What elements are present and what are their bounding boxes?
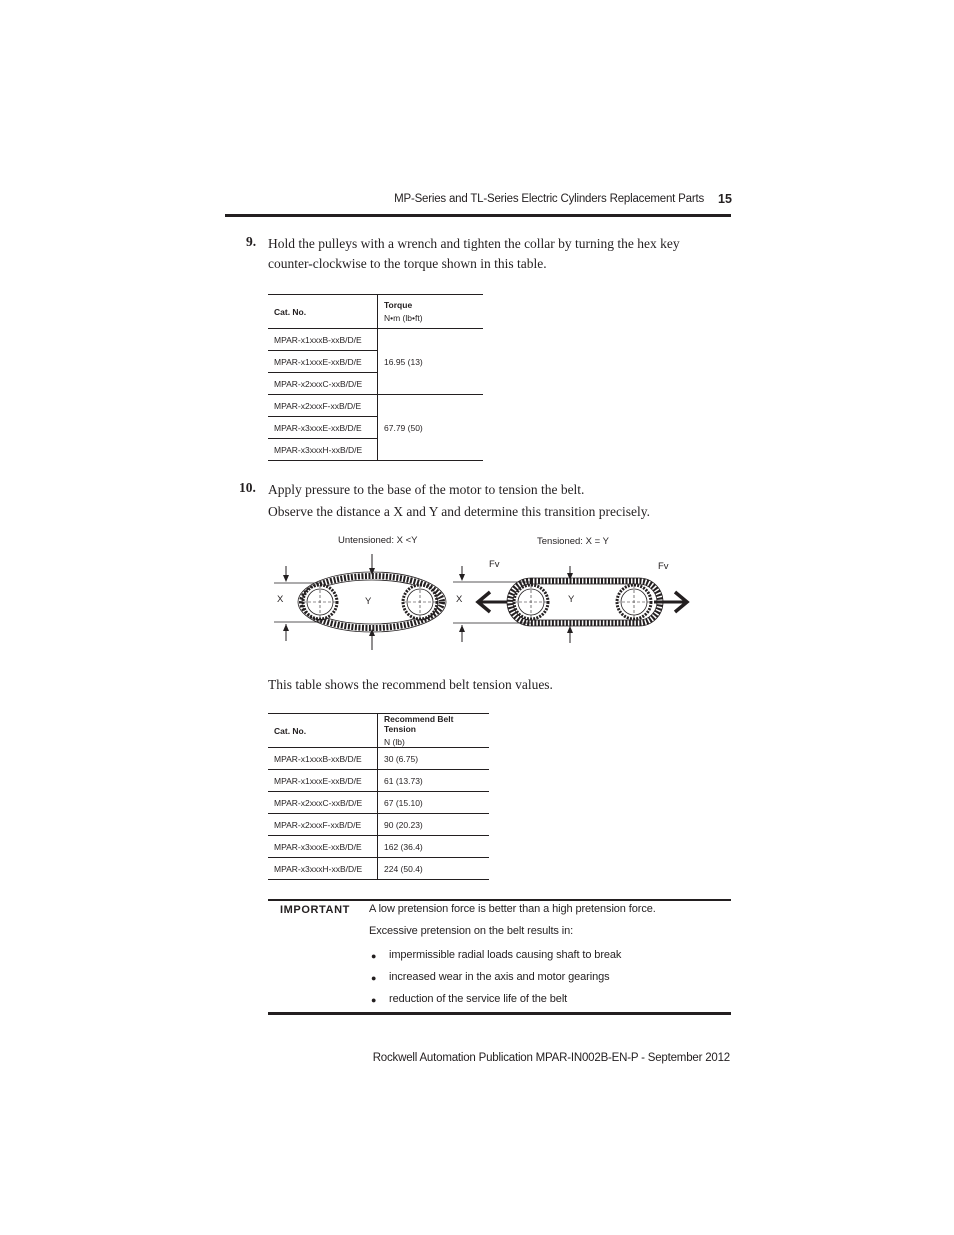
step-9-text — [268, 234, 680, 274]
tension-row-cat: MPAR-x3xxxH-xxB/D/E — [268, 858, 378, 880]
important-line-2: Excessive pretension on the belt results in: — [369, 925, 574, 937]
torque-table-header-cat: Cat. No. — [268, 295, 378, 329]
step-10-line-2: Observe the distance a X and Y and determine this transition precisely. — [268, 504, 651, 519]
untensioned-y-label: Y — [365, 596, 372, 607]
torque-row-cat: MPAR-x3xxxE-xxB/D/E — [268, 417, 378, 439]
tension-row-value: 90 (20.23) — [378, 814, 490, 836]
page-number: 15 — [718, 192, 732, 206]
tension-header-unit: N (lb) — [384, 737, 405, 747]
torque-row-cat: MPAR-x2xxxF-xxB/D/E — [268, 395, 378, 417]
table-row — [268, 858, 489, 880]
tension-row-value: 162 (36.4) — [378, 836, 490, 858]
important-bullet-3: reduction of the service life of the belt — [389, 993, 568, 1005]
tensioned-y-label: Y — [568, 594, 575, 605]
torque-header-label: Torque — [384, 300, 413, 310]
torque-header-unit: N•m (lb•ft) — [384, 313, 423, 323]
bullet-icon: ● — [371, 973, 377, 983]
step-10-line-1: Apply pressure to the base of the motor to tension the belt. — [268, 482, 585, 497]
table-row — [268, 814, 489, 836]
table-row — [268, 792, 489, 814]
fv-left-label: Fv — [489, 559, 500, 570]
important-bullet-1: impermissible radial loads causing shaft to break — [389, 949, 622, 961]
step-9-line-2: counter-clockwise to the torque shown in this table. — [268, 256, 547, 271]
tensioned-x-label: X — [456, 594, 463, 605]
table-row — [268, 770, 489, 792]
untensioned-x-label: X — [277, 594, 284, 605]
tensioned-right-pulley — [617, 585, 651, 619]
step-9-number: 9. — [246, 234, 257, 249]
fv-right-label: Fv — [658, 561, 669, 572]
tension-row-value: 30 (6.75) — [378, 748, 490, 770]
important-label: IMPORTANT — [280, 904, 350, 916]
fv-left-arrow — [478, 592, 507, 612]
torque-table-header-torque — [378, 295, 484, 329]
tension-row-cat: MPAR-x2xxxF-xxB/D/E — [268, 814, 378, 836]
torque-row-cat: MPAR-x2xxxC-xxB/D/E — [268, 373, 378, 395]
important-top-rule — [268, 899, 731, 901]
important-line-1: A low pretension force is better than a high pretension force. — [369, 903, 656, 915]
tension-row-value: 61 (13.73) — [378, 770, 490, 792]
tension-row-cat: MPAR-x1xxxB-xxB/D/E — [268, 748, 378, 770]
untensioned-left-pulley — [303, 585, 337, 619]
tension-table-header-value — [378, 714, 490, 748]
table-row — [268, 748, 489, 770]
belt-tension-diagram — [270, 550, 700, 655]
important-bottom-rule — [268, 1012, 731, 1015]
tension-row-value: 67 (15.10) — [378, 792, 490, 814]
torque-row-cat: MPAR-x1xxxE-xxB/D/E — [268, 351, 378, 373]
table-row — [268, 836, 489, 858]
torque-group-2-value: 67.79 (50) — [378, 395, 484, 461]
tension-row-cat: MPAR-x2xxxC-xxB/D/E — [268, 792, 378, 814]
tensioned-label: Tensioned: X = Y — [537, 536, 609, 547]
tension-row-cat: MPAR-x1xxxE-xxB/D/E — [268, 770, 378, 792]
bullet-icon: ● — [371, 995, 377, 1005]
tension-row-cat: MPAR-x3xxxE-xxB/D/E — [268, 836, 378, 858]
tension-table-header-cat: Cat. No. — [268, 714, 378, 748]
belt-tension-table — [268, 713, 489, 880]
running-header-title: MP-Series and TL-Series Electric Cylinders Replacement Parts — [394, 193, 704, 205]
important-bullet-2: increased wear in the axis and motor gearings — [389, 971, 610, 983]
step-10-number: 10. — [239, 480, 256, 495]
header-rule — [225, 214, 731, 217]
bullet-icon: ● — [371, 951, 377, 961]
page-footer: Rockwell Automation Publication MPAR-IN002B-EN-P - September 2012 — [372, 1052, 730, 1064]
tensioned-left-pulley — [514, 585, 548, 619]
tension-header-label: Recommend Belt Tension — [384, 714, 454, 734]
step-9-line-1: Hold the pulleys with a wrench and tighten the collar by turning the hex key — [268, 236, 680, 251]
torque-row-cat: MPAR-x3xxxH-xxB/D/E — [268, 439, 378, 461]
torque-row-cat: MPAR-x1xxxB-xxB/D/E — [268, 329, 378, 351]
untensioned-label: Untensioned: X <Y — [338, 535, 418, 546]
untensioned-right-pulley — [403, 585, 437, 619]
torque-group-1-value: 16.95 (13) — [378, 329, 484, 395]
tension-row-value: 224 (50.4) — [378, 858, 490, 880]
tension-table-intro: This table shows the recommend belt tension values. — [268, 677, 553, 692]
untensioned-belt — [274, 554, 446, 650]
torque-table — [268, 294, 483, 461]
